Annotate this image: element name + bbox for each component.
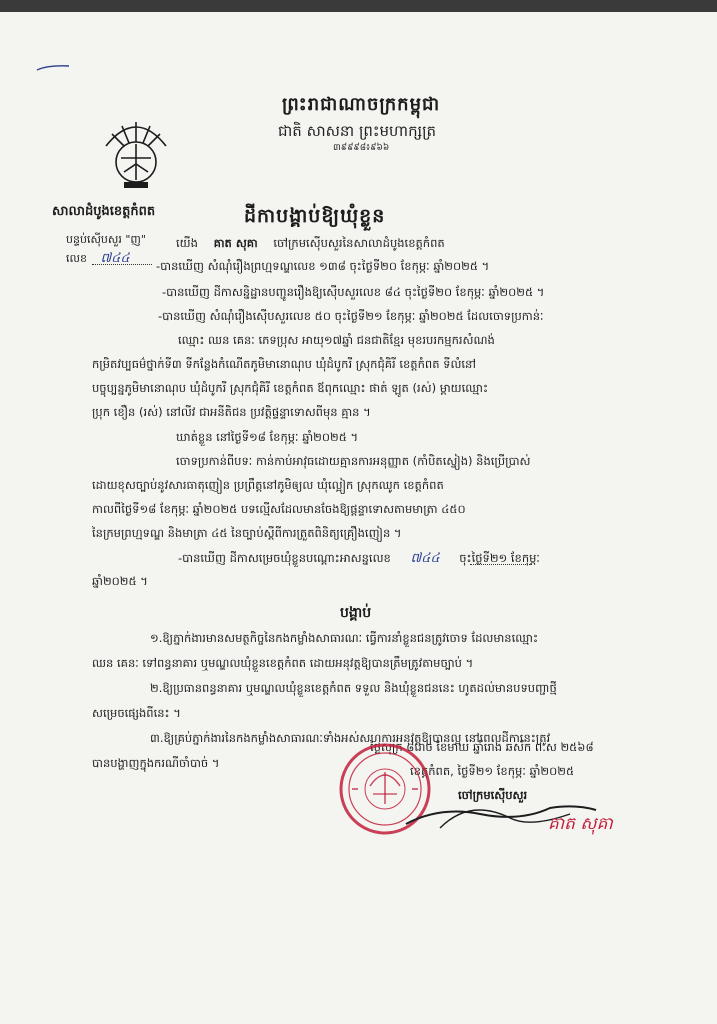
order-item-3a: ៣.ឱ្យគ្រប់ភ្នាក់ងារនៃកងកម្លាំងសាធារណៈទាំងអស់សហការអនុវត្តឱ្យបានល្អ នៅពេលដីកានេះត្រូវ — [150, 731, 551, 745]
order-item-1a: ១.ឱ្យភ្នាក់ងារមានសមត្ថកិច្ចនៃកងកម្លាំងសាធារណៈ ធ្វើការនាំខ្លួនជនត្រូវចោទ ដែលមានឈ្មោះ — [150, 631, 539, 645]
pen-mark — [36, 64, 70, 72]
lunar-date: ថ្ងៃសុក្រ ៨រោច ខែមាឃ ឆ្នាំរោង ឆស័ក ព.ស ២៥៦៨ — [370, 740, 594, 754]
court-emblem-icon — [96, 112, 176, 192]
charge-line-1: ចោទប្រកាន់ពីបទៈ កាន់កាប់អាវុធដោយគ្មានការអនុញ្ញាត (កាំបិតស្នៀង) និងប្រើប្រាស់ — [176, 454, 531, 468]
signer-role: ចៅក្រមស៊ើបសួរ — [458, 788, 528, 802]
person-line-1: ឈ្មោះ ឈន គេនៈ ភេទប្រុស អាយុ១៧ឆ្នាំ ជនជាតិខ្មែរ មុខរបរកម្មករសំណង់ — [178, 333, 495, 347]
person-line-2: កម្រិតវប្បធម៌ថ្នាក់ទី៣ ទីកន្លែងកំណើតភូមិមានោណុប ឃុំដំបូករី ស្រុកជុំគិរី ខេត្តកំពត ទីលំនៅ — [92, 357, 476, 371]
header-ornament: ៣៩៩៩៨៖៩៦៦ — [333, 143, 390, 153]
seen-line-1: -បានឃើញ សំណុំរឿងព្រហ្មទណ្ឌលេខ ១៣៨ ចុះថ្ងៃទី២០ ខែកុម្ភៈ ឆ្នាំ២០២៥ ។ — [156, 259, 490, 273]
order-item-2a: ២.ឱ្យប្រធានពន្ធនាគារ ឬមណ្ឌលឃុំខ្លួនខេត្តកំពត ទទួល និងឃុំខ្លួនជននេះ ហូតដល់មានបទបញ្ជាថ្មី — [150, 681, 557, 695]
number-underline — [92, 264, 152, 265]
seen-line-2: -បានឃើញ ដីកាសន្និដ្ឋានបញ្ជូនរឿងឱ្យស៊ើបសួរលេខ ៨៤ ចុះថ្ងៃទី២០ ខែកុម្ភៈ ឆ្នាំ២០២៥ ។ — [162, 285, 545, 299]
intro-line — [176, 238, 445, 250]
order-item-2b: សម្រេចផ្សេងពីនេះ ។ — [92, 706, 181, 720]
charge-line-2: ដោយខុសច្បាប់នូវសារធាតុញៀន ប្រព្រឹត្តនៅភូមិឲ្យល ឃុំល្អៀក ស្រុកឈូក ខេត្តកំពត — [92, 478, 444, 492]
intro-label: យើង — [176, 236, 198, 250]
national-motto: ជាតិ សាសនា ព្រះមហាក្សត្រ — [278, 122, 437, 140]
judge-name: គាត សុគា — [213, 236, 258, 250]
issuing-unit: សាលាដំបូងខេត្តកំពត — [52, 204, 156, 219]
place-date: ខេត្តកំពត, ថ្ងៃទី២១ ខែកុម្ភៈ ឆ្នាំ២០២៥ — [410, 764, 575, 778]
seen-line-3: -បានឃើញ សំណុំរឿងស៊ើបសួរលេខ ៥០ ចុះថ្ងៃទី២១ ខែកុម្ភៈ ឆ្នាំ២០២៥ ដែលចោទប្រកាន់ៈ — [158, 309, 544, 323]
seen4-date: ចុះថ្ងៃទី២១ ខែកុម្ភៈ — [459, 551, 540, 565]
number-label: លេខ — [66, 252, 87, 265]
arrest-line: ឃាត់ខ្លួន នៅថ្ងៃទី១៨ ខែកុម្ភៈ ឆ្នាំ២០២៥ ។ — [176, 430, 359, 444]
number-value: ៧៤៤ — [100, 251, 130, 266]
charge-line-4: នៃក្រមព្រហ្មទណ្ឌ និងមាត្រា ៤៥ នៃច្បាប់ស្ដីពីការត្រួតពិនិត្យគ្រឿងញៀន ។ — [92, 526, 402, 540]
kingdom-title: ព្រះរាជាណាចក្រកម្ពុជា — [282, 94, 441, 115]
intro-rest: ចៅក្រមស៊ើបសួរនៃសាលាដំបូងខេត្តកំពត — [273, 236, 445, 250]
document-title: ដីកាបង្គាប់ឱ្យឃុំខ្លួន — [244, 205, 386, 227]
seen4-number: ៧៤៤ — [410, 551, 440, 566]
signer-name: គាត សុគា — [548, 814, 613, 834]
person-line-4: ប្រុក ខឿន (រស់) នៅលីវ ជាអនីតិជន ប្រវត្តិផ្ទន្ទាទោសពីមុន គ្មាន ។ — [92, 405, 371, 419]
order-heading: បង្គាប់ — [340, 605, 372, 621]
order-item-3b: បានបង្ហាញក្នុងករណីចាំបាច់ ។ — [92, 756, 220, 770]
charge-line-3: កាលពីថ្ងៃទី១៨ ខែកុម្ភៈ ឆ្នាំ២០២៥ បទល្មើសដែលមានចែងឱ្យផ្ដន្ទាទោសតាមមាត្រា ៤៥០ — [92, 502, 466, 516]
office-reference: បន្ទប់ស៊ើបសួរ "ញ" — [66, 233, 146, 246]
person-line-3: បច្ចុប្បន្នភូមិមានោណុប ឃុំដំបូករី ស្រុកជុំគិរី ខេត្តកំពត ឪពុកឈ្មោះ ផាត់ ឡូត (រស់) ម្ដាយឈ្មោះ — [92, 381, 489, 395]
seen4-text: -បានឃើញ ដីកាសម្រេចឃុំខ្លួនបណ្ដោះអាសន្នលេខ — [178, 551, 391, 565]
seen4-underline — [470, 564, 532, 565]
order-item-1b: ឈន គេនៈ ទៅពន្ធនាគារ ឬមណ្ឌលឃុំខ្លួនខេត្តកំពត ដោយអនុវត្តឱ្យបានត្រឹមត្រូវតាមច្បាប់ ។ — [92, 656, 474, 670]
seen-line-4b: ឆ្នាំ២០២៥ ។ — [92, 574, 148, 588]
